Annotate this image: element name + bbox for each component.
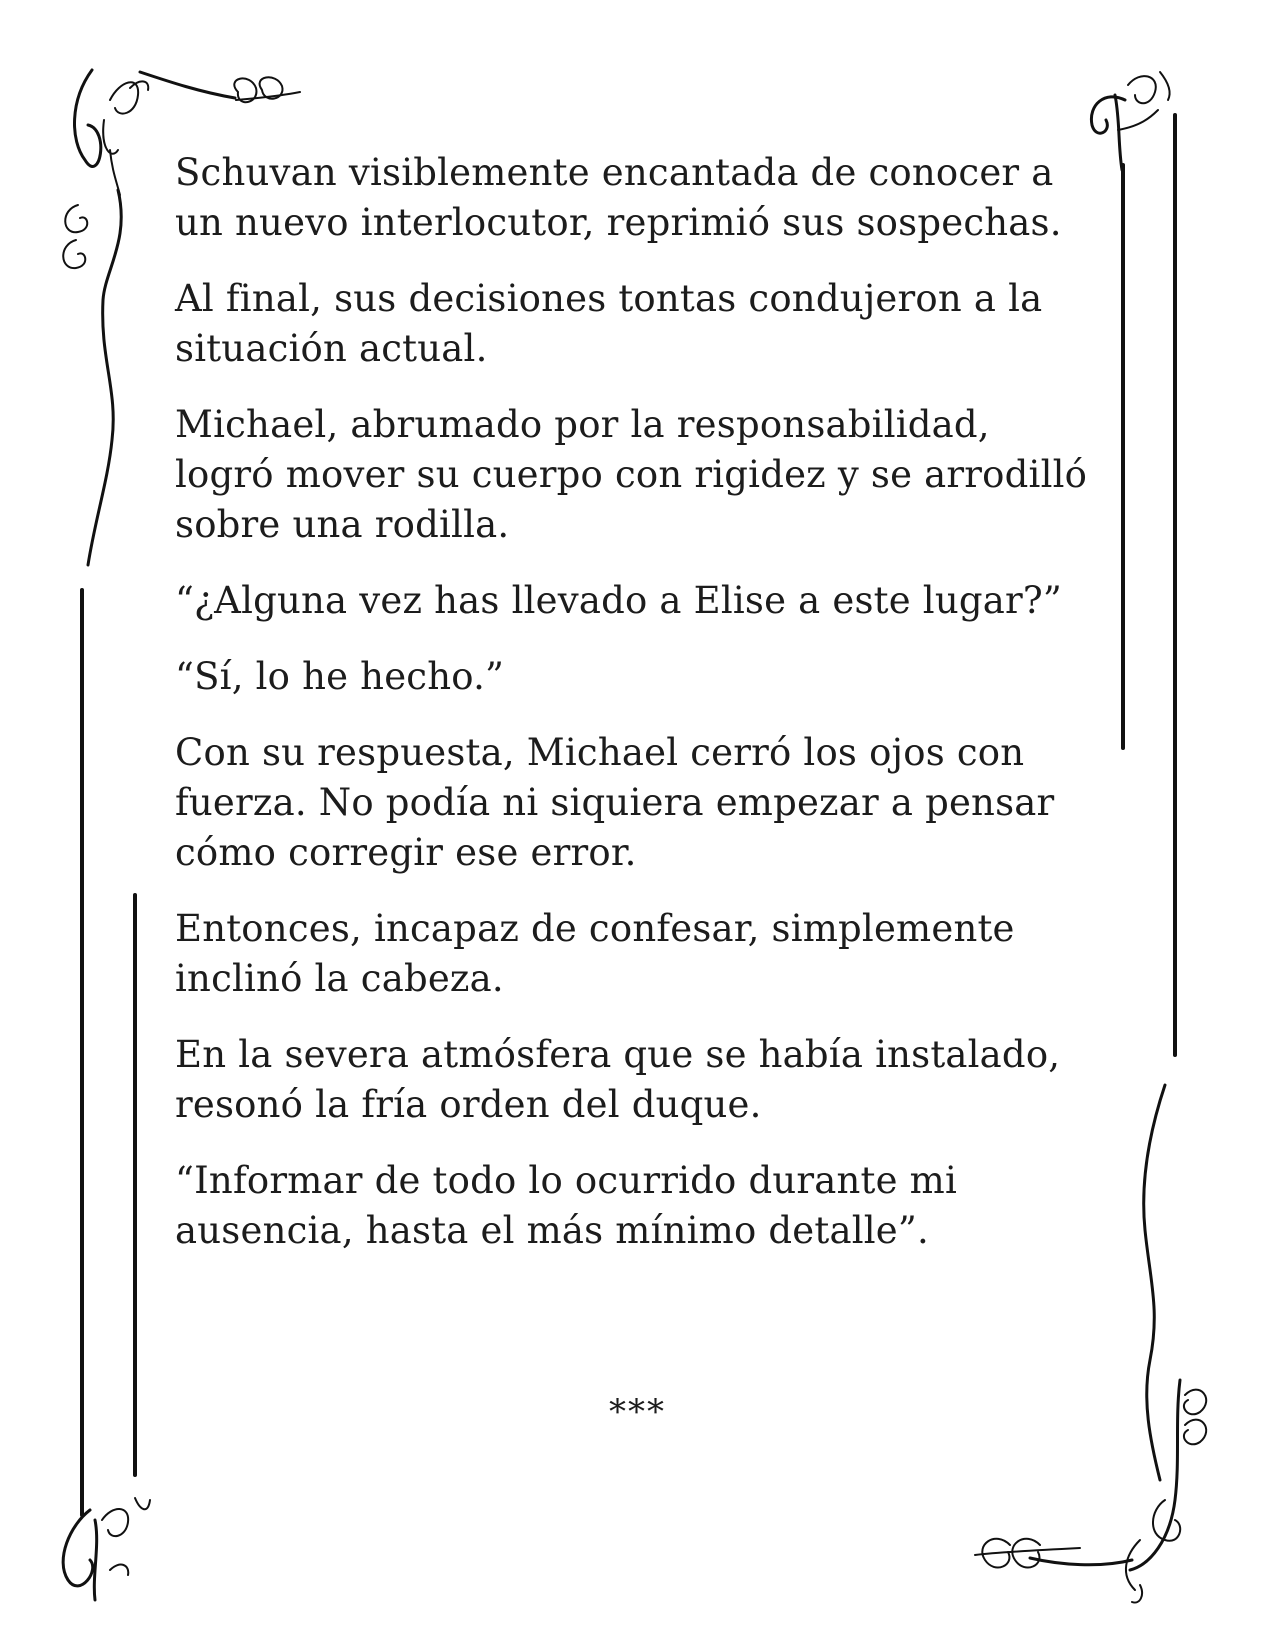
dialogue-line: “Sí, lo he hecho.”: [175, 655, 505, 698]
paragraph: Con su respuesta, Michael cerró los ojos con fuerza. No podía ni siquiera empezar a pensar cómo corregir ese error.: [175, 731, 1055, 874]
dialogue-line: “¿Alguna vez has llevado a Elise a este lugar?”: [175, 579, 1063, 622]
scene-separator: ***: [609, 1392, 666, 1432]
paragraph: Michael, abrumado por la responsabilidad, logró mover su cuerpo con rigidez y se arrodilló sobre una rodilla.: [175, 403, 1088, 546]
bottom-left-flourish-icon: [63, 1498, 150, 1600]
paragraph: En la severa atmósfera que se había instalado, resonó la fría orden del duque.: [175, 1033, 1061, 1126]
paragraph: Al final, sus decisiones tontas condujeron a la situación actual.: [175, 277, 1043, 370]
paragraph: Entonces, incapaz de confesar, simplemente inclinó la cabeza.: [175, 907, 1015, 1000]
paragraph: Schuvan visiblemente encantada de conocer a un nuevo interlocutor, reprimió sus sospechas.: [175, 151, 1062, 244]
dialogue-line: “Informar de todo lo ocurrido durante mi ausencia, hasta el más mínimo detalle”.: [175, 1159, 957, 1252]
page-body: [175, 148, 1095, 1282]
top-right-flourish-icon: [1091, 72, 1169, 170]
